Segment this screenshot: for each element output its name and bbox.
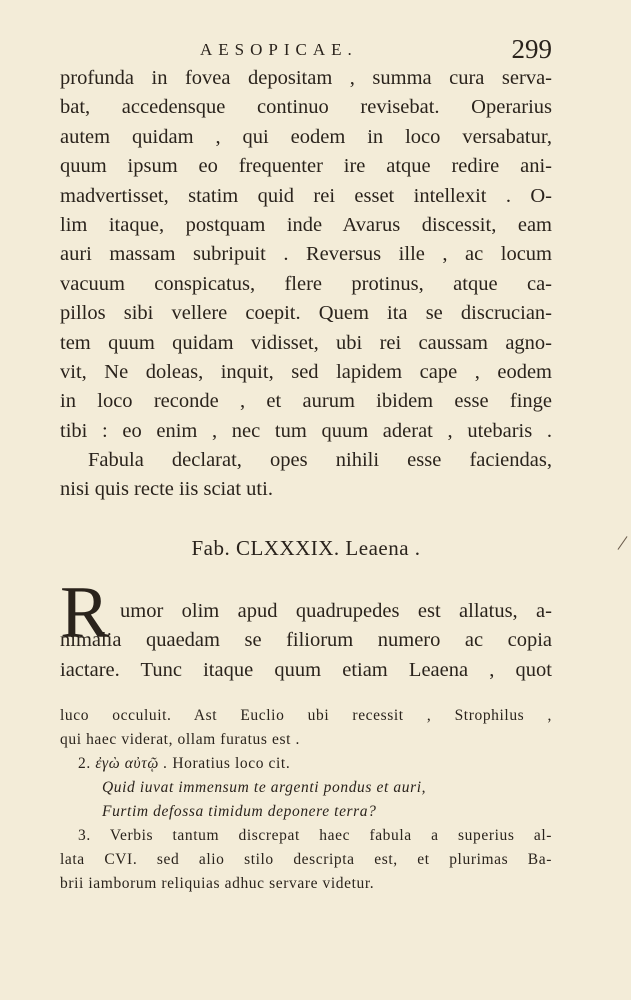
drop-cap: R	[60, 572, 110, 654]
text-line: pillos sibi vellere coepit. Quem ita se discrucian-	[60, 302, 552, 325]
moral-line: nisi quis recte iis sciat uti.	[60, 478, 273, 501]
text-line: tibi : eo enim , nec tum quum aderat , utebaris .	[60, 419, 552, 442]
text-line: nimalia quaedam se filiorum numero ac copia	[60, 629, 552, 652]
greek-text: ἐγὼ αὐτῷ .	[95, 755, 168, 772]
text-line: lim itaque, postquam inde Avarus discessit, eam	[60, 213, 552, 236]
text-line: bat, accedensque continuo revisebat. Operarius	[60, 96, 552, 119]
text-line: profunda in fovea depositam , summa cura serva-	[60, 67, 552, 89]
fable-title: Fab. CLXXXIX. Leaena .	[191, 536, 421, 560]
text-line: umor olim apud quadrupedes est allatus, a-	[120, 600, 552, 622]
quote-line: Furtim defossa timidum deponere terra?	[102, 803, 377, 820]
text-line: quum ipsum eo frequenter ire atque redire ani-	[60, 155, 552, 178]
fable-text	[60, 572, 552, 684]
note-2	[60, 754, 552, 778]
text-line: vit, Ne doleas, inquit, sed lapidem cape , eodem	[60, 360, 552, 383]
note-line: qui haec viderat, ollam furatus est .	[60, 731, 300, 748]
footnotes	[60, 706, 552, 898]
page-number: 299	[511, 34, 552, 64]
note-line: lata CVI. sed alio stilo descripta est, et plurimas Ba-	[60, 851, 552, 868]
text-line: autem quidam , qui eodem in loco versabatur,	[60, 125, 552, 148]
text-line: vacuum conspicatus, flere protinus, atque ca-	[60, 272, 552, 295]
note-line: luco occuluit. Ast Euclio ubi recessit , Strophilus ,	[60, 707, 552, 724]
quote-line: Quid iuvat immensum te argenti pondus et auri,	[102, 779, 427, 796]
margin-mark	[618, 536, 628, 550]
main-text	[60, 64, 552, 505]
running-title: AESOPICAE.	[200, 40, 358, 59]
note-line: 3. Verbis tantum discrepat haec fabula a superius al-	[78, 827, 552, 844]
note-text: Horatius loco cit.	[172, 755, 291, 772]
note-number: 2.	[78, 755, 91, 772]
text-line: madvertisset, statim quid rei esset intellexit . O-	[60, 184, 552, 207]
text-line: auri massam subripuit . Reversus ille , ac locum	[60, 243, 552, 266]
text-line: in loco reconde , et aurum ibidem esse finge	[60, 390, 552, 413]
moral-line: Fabula declarat, opes nihili esse faciendas,	[88, 449, 552, 472]
note-line: brii iamborum reliquias adhuc servare videtur.	[60, 875, 375, 892]
text-line: tem quum quidam vidisset, ubi rei caussam agno-	[60, 331, 552, 354]
text-line: iactare. Tunc itaque quum etiam Leaena , quot	[60, 658, 552, 681]
